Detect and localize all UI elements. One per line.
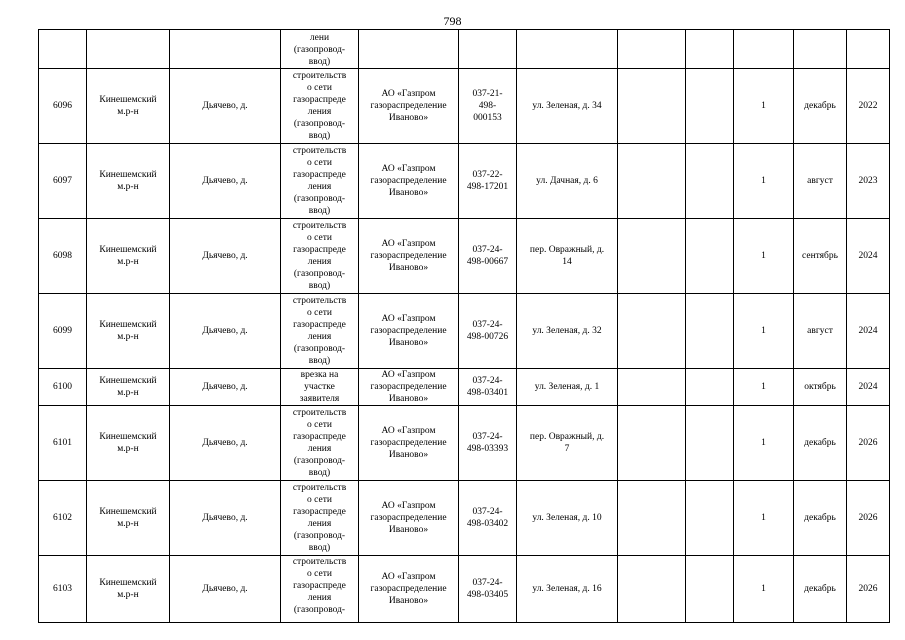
empty-cell	[618, 481, 686, 556]
year-cell	[847, 30, 890, 69]
work-type-cell: строительств о сети газораспреде ления (газопровод- ввод)	[281, 144, 359, 219]
quantity-cell: 1	[734, 219, 794, 294]
empty-cell	[686, 30, 734, 69]
application-code-cell: 037-24- 498-03393	[459, 406, 517, 481]
month-cell: сентябрь	[794, 219, 847, 294]
empty-cell	[686, 219, 734, 294]
organization-cell: АО «Газпром газораспределение Иваново»	[359, 481, 459, 556]
quantity-cell: 1	[734, 556, 794, 623]
year-cell: 2024	[847, 294, 890, 369]
record-number-cell: 6101	[39, 406, 87, 481]
address-cell: ул. Зеленая, д. 16	[517, 556, 618, 623]
empty-cell	[686, 556, 734, 623]
month-cell	[794, 30, 847, 69]
table-row	[39, 219, 890, 294]
application-code-cell: 037-24- 498-00726	[459, 294, 517, 369]
address-cell	[517, 30, 618, 69]
record-number-cell: 6102	[39, 481, 87, 556]
empty-cell	[618, 144, 686, 219]
work-type-cell: строительств о сети газораспреде ления (газопровод-	[281, 556, 359, 623]
application-code-cell: 037-24- 498-00667	[459, 219, 517, 294]
empty-cell	[618, 30, 686, 69]
organization-cell: АО «Газпром газораспределение Иваново»	[359, 406, 459, 481]
empty-cell	[618, 556, 686, 623]
address-cell: ул. Зеленая, д. 34	[517, 69, 618, 144]
district-cell: Кинешемский м.р-н	[87, 144, 170, 219]
empty-cell	[686, 369, 734, 406]
year-cell: 2024	[847, 369, 890, 406]
table-row	[39, 556, 890, 623]
address-cell: ул. Зеленая, д. 32	[517, 294, 618, 369]
month-cell: декабрь	[794, 556, 847, 623]
district-cell: Кинешемский м.р-н	[87, 369, 170, 406]
table-row	[39, 369, 890, 406]
table-row	[39, 144, 890, 219]
settlement-cell: Дьячево, д.	[170, 144, 281, 219]
quantity-cell: 1	[734, 481, 794, 556]
organization-cell: АО «Газпром газораспределение Иваново»	[359, 294, 459, 369]
record-number-cell: 6097	[39, 144, 87, 219]
settlement-cell: Дьячево, д.	[170, 481, 281, 556]
year-cell: 2026	[847, 481, 890, 556]
application-code-cell: 037-24- 498-03402	[459, 481, 517, 556]
work-type-cell: строительств о сети газораспреде ления (газопровод- ввод)	[281, 406, 359, 481]
settlement-cell: Дьячево, д.	[170, 219, 281, 294]
organization-cell: АО «Газпром газораспределение Иваново»	[359, 369, 459, 406]
address-cell: ул. Зеленая, д. 10	[517, 481, 618, 556]
month-cell: декабрь	[794, 406, 847, 481]
address-cell: пер. Овражный, д. 7	[517, 406, 618, 481]
year-cell: 2024	[847, 219, 890, 294]
work-type-cell: строительств о сети газораспреде ления (газопровод- ввод)	[281, 294, 359, 369]
settlement-cell: Дьячево, д.	[170, 406, 281, 481]
quantity-cell: 1	[734, 144, 794, 219]
settlement-cell: Дьячево, д.	[170, 69, 281, 144]
work-type-cell: строительств о сети газораспреде ления (газопровод- ввод)	[281, 219, 359, 294]
quantity-cell: 1	[734, 369, 794, 406]
district-cell: Кинешемский м.р-н	[87, 481, 170, 556]
year-cell: 2026	[847, 406, 890, 481]
district-cell: Кинешемский м.р-н	[87, 219, 170, 294]
empty-cell	[618, 69, 686, 144]
empty-cell	[618, 219, 686, 294]
settlement-cell: Дьячево, д.	[170, 369, 281, 406]
district-cell	[87, 30, 170, 69]
work-type-cell: строительств о сети газораспреде ления (газопровод- ввод)	[281, 481, 359, 556]
application-code-cell: 037-24- 498-03405	[459, 556, 517, 623]
quantity-cell: 1	[734, 294, 794, 369]
gasification-table	[38, 29, 890, 623]
empty-cell	[686, 144, 734, 219]
empty-cell	[618, 294, 686, 369]
application-code-cell: 037-24- 498-03401	[459, 369, 517, 406]
organization-cell: АО «Газпром газораспределение Иваново»	[359, 144, 459, 219]
month-cell: август	[794, 294, 847, 369]
application-code-cell: 037-21- 498- 000153	[459, 69, 517, 144]
table-row	[39, 30, 890, 69]
record-number-cell: 6103	[39, 556, 87, 623]
empty-cell	[686, 69, 734, 144]
district-cell: Кинешемский м.р-н	[87, 556, 170, 623]
table-row	[39, 406, 890, 481]
year-cell: 2022	[847, 69, 890, 144]
district-cell: Кинешемский м.р-н	[87, 294, 170, 369]
month-cell: август	[794, 144, 847, 219]
district-cell: Кинешемский м.р-н	[87, 406, 170, 481]
organization-cell: АО «Газпром газораспределение Иваново»	[359, 556, 459, 623]
record-number-cell: 6096	[39, 69, 87, 144]
empty-cell	[618, 406, 686, 481]
work-type-cell: строительств о сети газораспреде ления (газопровод- ввод)	[281, 69, 359, 144]
record-number-cell: 6099	[39, 294, 87, 369]
work-type-cell: врезка на участке заявителя	[281, 369, 359, 406]
settlement-cell: Дьячево, д.	[170, 556, 281, 623]
empty-cell	[686, 481, 734, 556]
quantity-cell	[734, 30, 794, 69]
month-cell: декабрь	[794, 481, 847, 556]
organization-cell: АО «Газпром газораспределение Иваново»	[359, 219, 459, 294]
record-number-cell: 6098	[39, 219, 87, 294]
month-cell: октябрь	[794, 369, 847, 406]
address-cell: ул. Зеленая, д. 1	[517, 369, 618, 406]
quantity-cell: 1	[734, 69, 794, 144]
settlement-cell: Дьячево, д.	[170, 294, 281, 369]
application-code-cell: 037-22- 498-17201	[459, 144, 517, 219]
year-cell: 2026	[847, 556, 890, 623]
table-row	[39, 69, 890, 144]
empty-cell	[686, 406, 734, 481]
empty-cell	[686, 294, 734, 369]
address-cell: ул. Дачная, д. 6	[517, 144, 618, 219]
settlement-cell	[170, 30, 281, 69]
empty-cell	[618, 369, 686, 406]
year-cell: 2023	[847, 144, 890, 219]
organization-cell	[359, 30, 459, 69]
record-number-cell	[39, 30, 87, 69]
district-cell: Кинешемский м.р-н	[87, 69, 170, 144]
table-row	[39, 481, 890, 556]
record-number-cell: 6100	[39, 369, 87, 406]
page-number: 798	[443, 14, 462, 28]
organization-cell: АО «Газпром газораспределение Иваново»	[359, 69, 459, 144]
month-cell: декабрь	[794, 69, 847, 144]
quantity-cell: 1	[734, 406, 794, 481]
table-row	[39, 294, 890, 369]
application-code-cell	[459, 30, 517, 69]
address-cell: пер. Овражный, д. 14	[517, 219, 618, 294]
work-type-cell: лени (газопровод- ввод)	[281, 30, 359, 69]
